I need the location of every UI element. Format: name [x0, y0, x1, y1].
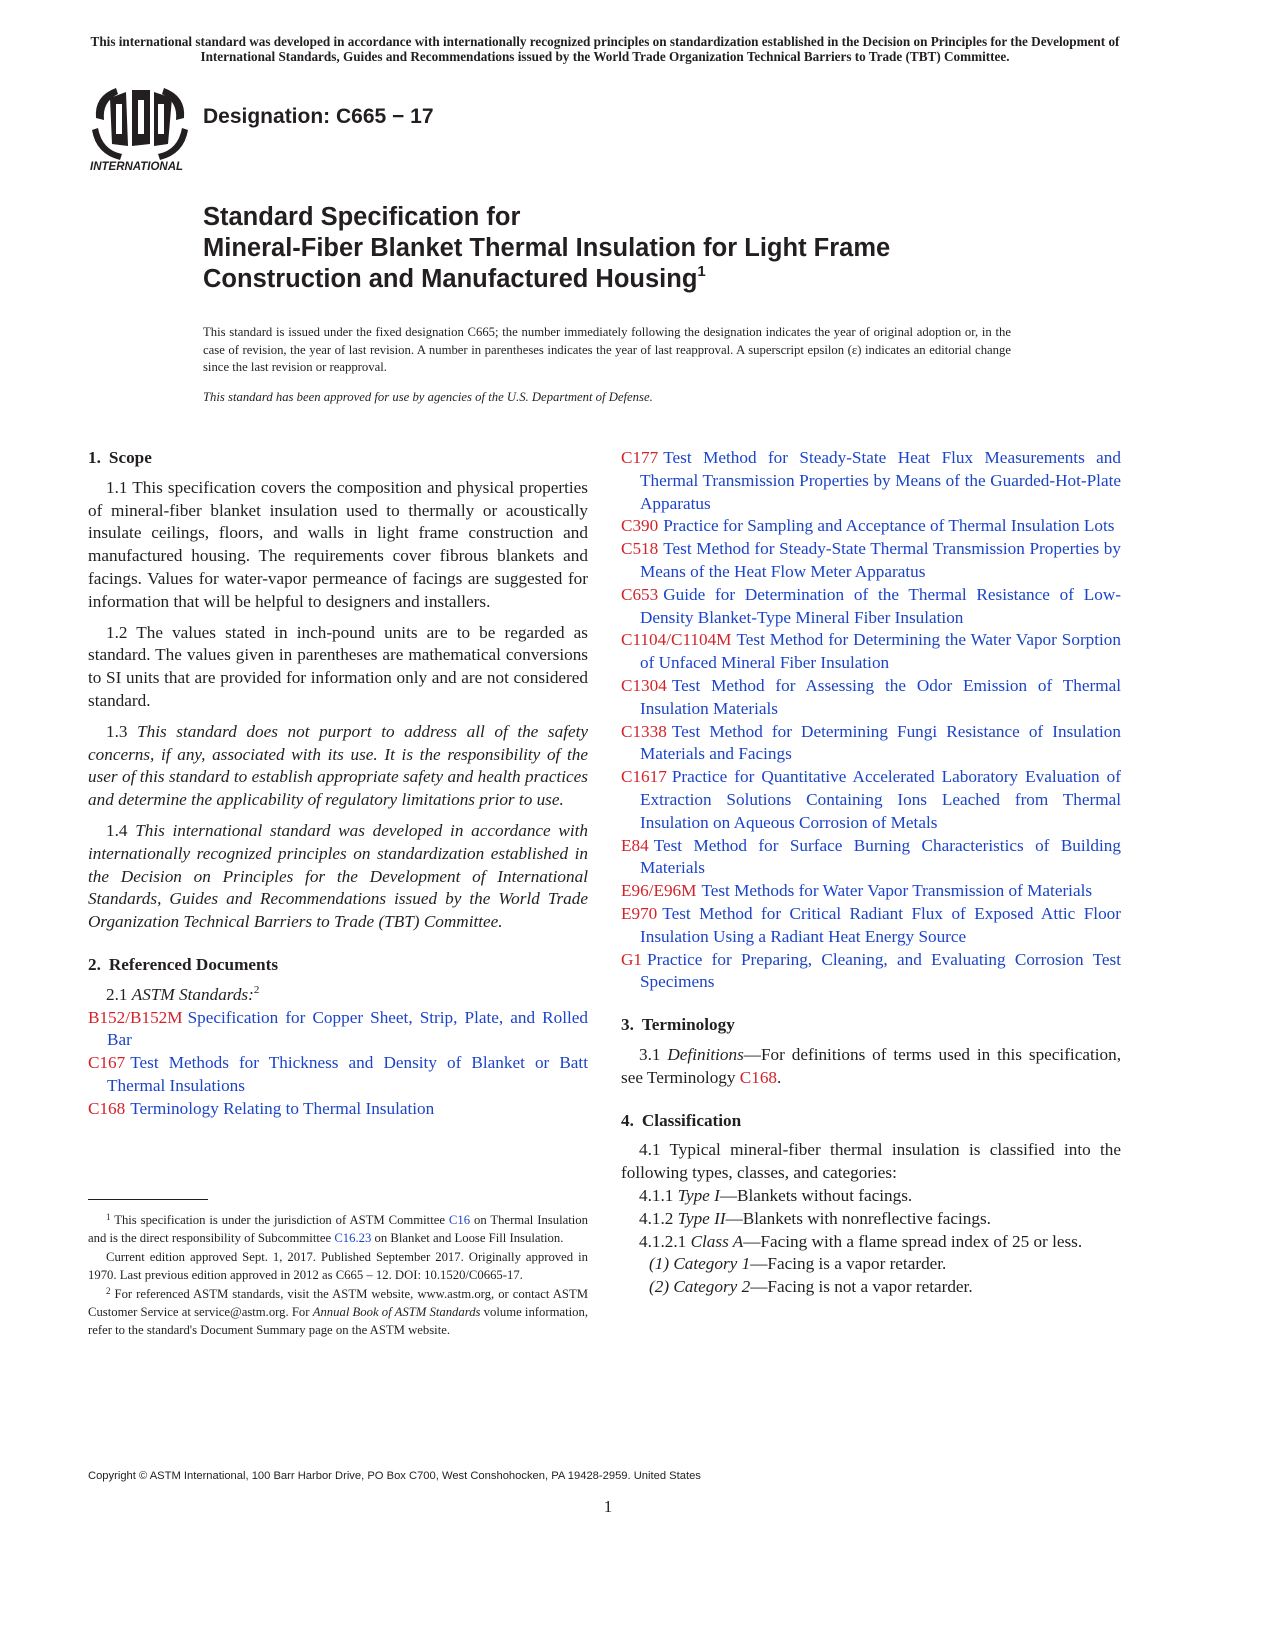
- reference-title[interactable]: Test Method for Critical Radiant Flux of Exposed Attic Floor Insulation Using a Radiant Heat Energy Source: [640, 903, 1121, 946]
- paragraph-4-1-2: [621, 1208, 1121, 1231]
- reference-item[interactable]: [88, 1007, 588, 1053]
- paragraph-2-1: [88, 984, 588, 1007]
- footnote-text: For referenced ASTM standards, visit the ASTM website, www.astm.org, or contact ASTM Customer Service at service@astm.org. For: [88, 1287, 588, 1319]
- paragraph-text: —Blankets with nonreflective facings.: [725, 1208, 991, 1228]
- paragraph-1-4: [88, 820, 588, 934]
- subcommittee-link[interactable]: C16.23: [334, 1230, 372, 1245]
- reference-item[interactable]: [621, 629, 1121, 675]
- footnote-text: volume information, refer to the standard's Document Summary page on the ASTM website.: [88, 1304, 588, 1337]
- reference-item[interactable]: [621, 447, 1121, 515]
- paragraph-text: This international standard was developed in accordance with internationally recognized principles on standardization established in the Decision on Principles for the Development of International Standards, Guides and Recommendations issued by the World Trade Organization Technical Barriers to Trade (TBT) Committee.: [88, 820, 588, 932]
- reference-title[interactable]: Practice for Quantitative Accelerated Laboratory Evaluation of Extraction Solutions Containing Ions Leached from Thermal Insulation on Aqueous Corrosion of Metals: [640, 767, 1121, 832]
- category-label: Category 1: [673, 1254, 751, 1274]
- reference-list-left: [88, 1007, 588, 1121]
- reference-title[interactable]: Terminology Relating to Thermal Insulation: [130, 1098, 435, 1118]
- reference-item[interactable]: [621, 515, 1121, 538]
- section-number: 2.: [88, 954, 101, 974]
- paragraph-1-3: [88, 721, 588, 812]
- reference-code[interactable]: E84: [621, 835, 649, 855]
- title-line-2: Mineral-Fiber Blanket Thermal Insulation for Light Frame: [203, 234, 891, 262]
- astm-logo: [88, 84, 192, 176]
- reference-link[interactable]: C168: [739, 1067, 778, 1087]
- reference-title[interactable]: Test Method for Assessing the Odor Emission of Thermal Insulation Materials: [640, 675, 1121, 718]
- reference-code[interactable]: C167: [88, 1053, 126, 1073]
- footnote-text: This specification is under the jurisdiction of ASTM Committee: [114, 1213, 449, 1227]
- footnote-mark: 2: [253, 983, 260, 996]
- top-notice: This international standard was developed in accordance with internationally recognized principles on standardization established in the Decision on Principles for the Development of International Standards, Guides and Recommendations issued by the World Trade Organization Technical Barriers to Trade (TBT) Committee.: [90, 34, 1120, 64]
- paragraph-label: Definitions: [667, 1044, 744, 1064]
- reference-item[interactable]: [621, 880, 1121, 903]
- reference-item[interactable]: [621, 949, 1121, 995]
- title-line-3: [203, 264, 1063, 295]
- footnote-italic: Annual Book of ASTM Standards: [312, 1304, 481, 1319]
- reference-code[interactable]: C390: [621, 516, 659, 536]
- category-2: [621, 1276, 1121, 1299]
- paragraph-label: Class A: [690, 1231, 744, 1251]
- footnote-1: [88, 1212, 588, 1247]
- footnote-divider: [88, 1199, 208, 1200]
- section-title: Classification: [641, 1110, 742, 1130]
- reference-title[interactable]: Test Method for Determining the Water Vapor Sorption of Unfaced Mineral Fiber Insulation: [640, 630, 1121, 673]
- paragraph-number: 4.1.1: [639, 1185, 674, 1205]
- title-line-1: Standard Specification for: [203, 203, 521, 231]
- section-title: Referenced Documents: [108, 954, 279, 974]
- category-1: [621, 1253, 1121, 1276]
- reference-title[interactable]: Test Methods for Thickness and Density of Blanket or Batt Thermal Insulations: [107, 1053, 588, 1095]
- reference-title[interactable]: Test Method for Determining Fungi Resistance of Insulation Materials and Facings: [640, 721, 1121, 764]
- paragraph-number: 1.3: [106, 721, 128, 741]
- category-text: —Facing is a vapor retarder.: [750, 1254, 947, 1274]
- reference-code[interactable]: C177: [621, 448, 659, 467]
- reference-item[interactable]: [621, 835, 1121, 881]
- paragraph-text: —Blankets without facings.: [719, 1185, 913, 1205]
- category-label: Category 2: [673, 1277, 751, 1297]
- reference-code[interactable]: C1104/C1104M: [621, 630, 732, 650]
- reference-title[interactable]: Test Method for Steady-State Heat Flux Measurements and Thermal Transmission Properties by Means of the Guarded-Hot-Plate Apparatus: [640, 448, 1121, 513]
- reference-item[interactable]: [621, 903, 1121, 949]
- paragraph-number: 4.1.2: [639, 1208, 674, 1228]
- footnote-mark: 2: [106, 1286, 111, 1297]
- page-number: 1: [603, 1497, 613, 1516]
- approval-note: This standard has been approved for use by agencies of the U.S. Department of Defense.: [203, 390, 653, 404]
- reference-title[interactable]: Test Method for Surface Burning Characteristics of Building Materials: [640, 835, 1121, 878]
- category-number: (2): [649, 1277, 670, 1297]
- section-number: 1.: [88, 448, 101, 467]
- reference-code[interactable]: E96/E96M: [621, 881, 697, 901]
- paragraph-4-1: 4.1 Typical mineral-fiber thermal insulation is classified into the following types, classes, and categories:: [621, 1140, 1121, 1183]
- footnote-mark: 1: [106, 1212, 111, 1222]
- reference-code[interactable]: E970: [621, 903, 658, 923]
- section-heading-classification: [621, 1110, 1121, 1133]
- reference-title[interactable]: Practice for Sampling and Acceptance of Thermal Insulation Lots: [663, 516, 1115, 536]
- left-column: [88, 447, 588, 1121]
- section-title: Scope: [108, 448, 152, 467]
- paragraph-1-1: 1.1 This specification covers the composition and physical properties of mineral-fiber blanket insulation used to thermally or acoustically insulate ceilings, floors, and walls in light frame construction and manufactured housing. The requirements cover fibrous blankets and facings. Values for water-vapor permeance of facings are suggested for information that will be helpful to designers and installers.: [88, 477, 588, 611]
- category-number: (1): [649, 1254, 670, 1274]
- reference-code[interactable]: G1: [621, 949, 643, 969]
- reference-list-right: [621, 447, 1121, 994]
- reference-title[interactable]: Guide for Determination of the Thermal Resistance of Low-Density Blanket-Type Mineral Fiber Insulation: [640, 584, 1121, 627]
- copyright: Copyright © ASTM International, 100 Barr Harbor Drive, PO Box C700, West Conshohocken, PA 19428-2959. United States: [88, 1470, 701, 1482]
- paragraph-number: 1.4: [106, 820, 128, 840]
- paragraph-number: 2.1: [106, 984, 128, 1004]
- section-heading-referenced-documents: [88, 954, 588, 977]
- reference-code[interactable]: C1617: [621, 767, 667, 787]
- paragraph-4-1-2-1: [621, 1231, 1121, 1254]
- right-column: [621, 447, 1121, 1299]
- reference-item[interactable]: [88, 1098, 588, 1121]
- footnotes: [88, 1212, 588, 1341]
- reference-item[interactable]: [621, 538, 1121, 584]
- title-line-3-text: Construction and Manufactured Housing: [203, 265, 698, 293]
- paragraph-label: Type I: [677, 1185, 720, 1205]
- category-text: —Facing is not a vapor retarder.: [750, 1277, 973, 1297]
- reference-item[interactable]: [621, 584, 1121, 630]
- section-heading-terminology: [621, 1014, 1121, 1037]
- reference-code[interactable]: C653: [621, 584, 659, 604]
- reference-item[interactable]: [621, 675, 1121, 721]
- paragraph-4-1-1: [621, 1185, 1121, 1208]
- reference-title[interactable]: Practice for Preparing, Cleaning, and Evaluating Corrosion Test Specimens: [640, 949, 1121, 992]
- reference-title[interactable]: Test Method for Steady-State Thermal Transmission Properties by Means of the Heat Flow Meter Apparatus: [640, 539, 1121, 581]
- reference-item[interactable]: [88, 1052, 588, 1098]
- section-heading-scope: [88, 447, 588, 470]
- reference-item[interactable]: [621, 766, 1121, 834]
- paragraph-number: 4.1.2.1: [639, 1231, 687, 1251]
- logo-text: INTERNATIONAL: [90, 161, 184, 173]
- reference-code[interactable]: B152/B152M: [88, 1007, 183, 1027]
- paragraph-text: —For definitions of terms used in this specification, see Terminology: [621, 1044, 1121, 1087]
- paragraph-text: —Facing with a flame spread index of 25 or less.: [743, 1231, 1083, 1251]
- section-title: Terminology: [641, 1015, 735, 1035]
- issue-note: This standard is issued under the fixed designation C665; the number immediately following the designation indicates the year of original adoption or, in the case of revision, the year of last revision. A number in parentheses indicates the year of last reapproval. A superscript epsilon (ε) indicates an editorial change since the last revision or reapproval.: [203, 325, 1011, 375]
- paragraph-text: This standard does not purport to address all of the safety concerns, if any, associated with its use. It is the responsibility of the user of this standard to establish appropriate safety and health practices and determine the applicability of regulatory limitations prior to use.: [88, 721, 589, 810]
- reference-title[interactable]: Specification for Copper Sheet, Strip, Plate, and Rolled Bar: [107, 1007, 588, 1050]
- section-number: 3.: [621, 1015, 634, 1035]
- footnote-edition: Current edition approved Sept. 1, 2017. Published September 2017. Originally approved in 1970. Last previous edition approved in 2012 as C665 – 12. DOI: 10.1520/C0665-17.: [88, 1250, 588, 1282]
- document-title: [203, 202, 1063, 295]
- paragraph-label: Type II: [677, 1208, 726, 1228]
- reference-code[interactable]: C518: [621, 539, 659, 559]
- reference-title[interactable]: Test Methods for Water Vapor Transmission of Materials: [701, 881, 1093, 901]
- reference-code[interactable]: C1304: [621, 675, 667, 695]
- paragraph-text: ASTM Standards:: [131, 984, 254, 1004]
- footnote-2: [88, 1286, 588, 1339]
- footnote-text: on Blanket and Loose Fill Insulation.: [371, 1230, 564, 1245]
- committee-link[interactable]: C16: [448, 1213, 471, 1227]
- reference-code[interactable]: C1338: [621, 721, 667, 741]
- section-number: 4.: [621, 1110, 634, 1130]
- title-footnote-mark: 1: [697, 263, 706, 280]
- footnote-text: on Thermal Insulation and is the direct responsibility of Subcommittee: [88, 1213, 588, 1245]
- paragraph-3-1: [621, 1044, 1121, 1090]
- reference-code[interactable]: C168: [88, 1098, 126, 1118]
- paragraph-number: 3.1: [639, 1044, 661, 1064]
- designation: Designation: C665 − 17: [203, 105, 434, 128]
- reference-item[interactable]: [621, 721, 1121, 767]
- paragraph-1-2: 1.2 The values stated in inch-pound units are to be regarded as standard. The values given in parentheses are mathematical conversions to SI units that are provided for information only and are not considered standard.: [88, 622, 588, 710]
- paragraph-end: .: [777, 1067, 782, 1087]
